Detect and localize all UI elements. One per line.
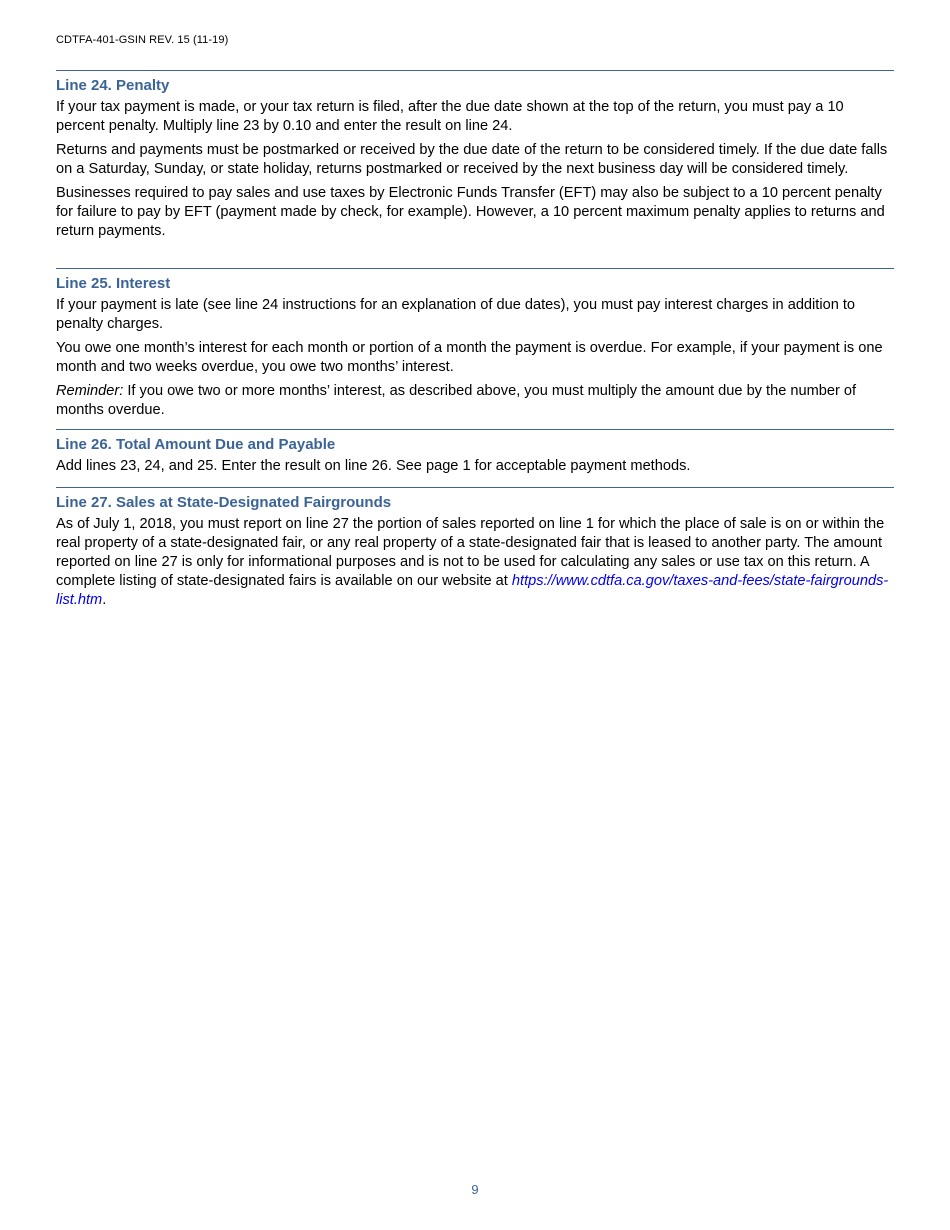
reminder-text: If you owe two or more months’ interest, as described above, you must multiply the amount due by the number of months overdue. [56, 383, 857, 418]
reminder-paragraph [56, 382, 894, 420]
form-id: CDTFA-401-GSIN REV. 15 (11-19) [56, 34, 229, 46]
section-heading: Line 26. Total Amount Due and Payable [56, 436, 336, 453]
paragraph: You owe one month’s interest for each month or portion of a month the payment is overdue. For example, if your payment is one month and two weeks overdue, you owe two months’ interest. [56, 340, 883, 375]
section-line-26 [56, 429, 894, 481]
page-number: 9 [471, 1182, 479, 1197]
paragraph: If your payment is late (see line 24 instructions for an explanation of due dates), you must pay interest charges in addition to penalty charges. [56, 297, 856, 332]
paragraph: Add lines 23, 24, and 25. Enter the result on line 26. See page 1 for acceptable payment methods. [56, 458, 691, 474]
paragraph: Returns and payments must be postmarked or received by the due date of the return to be considered timely. If the due date falls on a Saturday, Sunday, or state holiday, returns postmarked or received by the next business day will be considered timely. [56, 142, 888, 177]
section-heading: Line 27. Sales at State-Designated Fairgrounds [56, 494, 392, 511]
paragraph-text: As of July 1, 2018, you must report on line 27 the portion of sales reported on line 1 for which the place of sale is on or within the real property of a state-designated fair, or any real property of a state-designated fair that is leased to another party. The amount reported on line 27 is only for informational purposes and is not to be used for calculating any sales or use tax on this return. A complete listing of state-designated fairs is available on our website at [56, 516, 885, 589]
section-line-25 [56, 268, 894, 425]
section-line-24 [56, 70, 894, 246]
fairgrounds-list-link[interactable]: https://www.cdtfa.ca.gov/taxes-and-fees/state-fairgrounds-list.htm [56, 573, 889, 608]
section-heading: Line 24. Penalty [56, 77, 170, 94]
reminder-label: Reminder: [56, 383, 124, 399]
paragraph: If your tax payment is made, or your tax return is filed, after the due date shown at the top of the return, you must pay a 10 percent penalty. Multiply line 23 by 0.10 and enter the result on line 24. [56, 99, 844, 134]
section-heading: Line 25. Interest [56, 275, 171, 292]
paragraph-trailing: . [102, 592, 107, 608]
paragraph: Businesses required to pay sales and use taxes by Electronic Funds Transfer (EFT) may also be subject to a 10 percent penalty for failure to pay by EFT (payment made by check, for example). However, a 10 percent maximum penalty applies to returns and return payments. [56, 185, 885, 239]
paragraph [56, 515, 894, 610]
section-line-27 [56, 487, 894, 615]
